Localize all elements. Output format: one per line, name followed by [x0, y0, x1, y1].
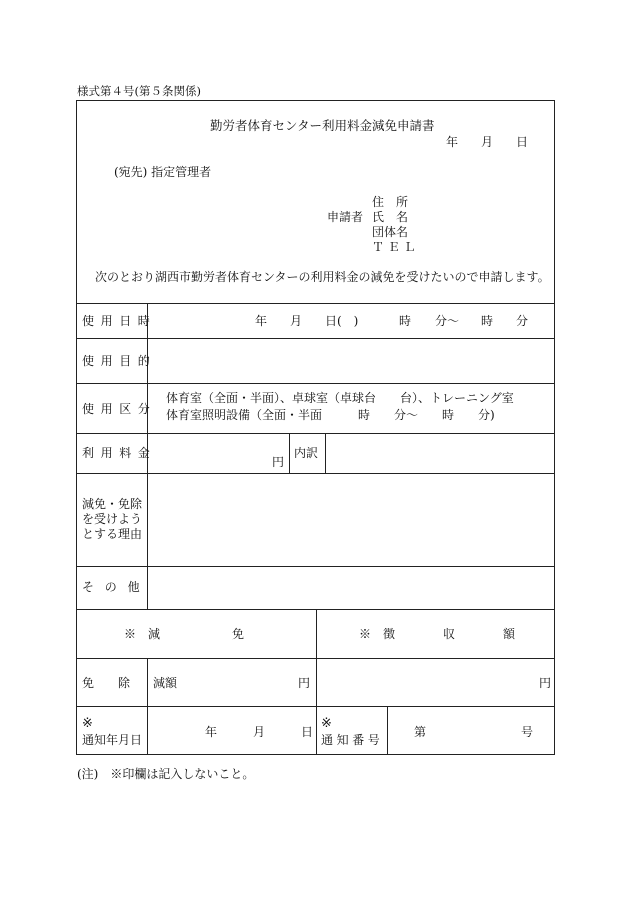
reduction-header: ※ 減 免 [124, 627, 245, 641]
notice-number-mark: ※ [321, 716, 332, 731]
applicant-tel-label[interactable]: Ｔ Ｅ Ｌ [372, 240, 416, 254]
usage-hour-end[interactable]: 時 [481, 314, 494, 328]
reduced-amount-label: 減額 [153, 676, 178, 690]
notice-date-mark: ※ [82, 716, 93, 731]
usage-minute-start[interactable]: 分～ [435, 314, 460, 328]
purpose-field[interactable] [148, 339, 554, 383]
other-field[interactable] [148, 567, 554, 609]
reason-label-line: を受けよう [82, 512, 143, 526]
category-option-line-2[interactable]: 体育室照明設備（全面・半面 時 分～ 時 分) [166, 408, 495, 422]
notice-date-month: 月 [253, 725, 266, 739]
usage-hour-start[interactable]: 時 [399, 314, 412, 328]
fee-breakdown-divider [289, 433, 290, 473]
notice-number-prefix: 第 [414, 725, 427, 739]
breakdown-field[interactable] [326, 434, 554, 473]
applicant-label: 申請者 [327, 210, 364, 224]
other-label: その他 [82, 580, 151, 594]
fee-label: 利用料金 [82, 446, 157, 460]
purpose-label: 使用目的 [82, 354, 157, 368]
footnote: (注) ※印欄は記入しないこと。 [77, 767, 255, 781]
notice-number-suffix: 号 [521, 725, 534, 739]
notice-number-label: 通知番号 [321, 733, 384, 747]
reason-label-line: 減免・免除 [82, 497, 143, 511]
reason-label-line: とする理由 [82, 527, 143, 541]
reason-field[interactable] [148, 474, 554, 566]
date-year: 年 [446, 135, 459, 149]
usage-month[interactable]: 月 [290, 314, 303, 328]
notice-date-year: 年 [205, 725, 218, 739]
date-month: 月 [481, 135, 494, 149]
exemption-label-divider [147, 658, 148, 755]
form-title: 勤労者体育センター利用料金減免申請書 [210, 118, 435, 133]
usage-year[interactable]: 年 [255, 314, 268, 328]
exemption-label: 免 除 [82, 676, 131, 690]
addressee: (宛先) 指定管理者 [114, 165, 212, 179]
statement: 次のとおり湖西市勤労者体育センターの利用料金の減免を受けたいので申請します。 [95, 270, 550, 284]
collection-yen: 円 [539, 676, 552, 690]
office-center-divider [316, 609, 317, 755]
reduced-amount-yen: 円 [298, 676, 311, 690]
usage-day[interactable]: 日( ) [325, 314, 359, 328]
usage-datetime-label: 使用日時 [82, 314, 157, 328]
notice-date-label: 通知年月日 [82, 733, 143, 747]
breakdown-label: 内訳 [294, 446, 319, 460]
category-option-line-1[interactable]: 体育室（全面・半面）、卓球室（卓球台 台）、トレーニング室 [166, 391, 514, 405]
form-number: 様式第４号(第５条関係) [77, 84, 201, 98]
applicant-address-label[interactable]: 住 所 [372, 195, 409, 209]
applicant-group-label[interactable]: 団体名 [372, 225, 409, 239]
date-day: 日 [516, 135, 529, 149]
collection-header: ※ 徴 収 額 [359, 627, 516, 641]
notice-number-divider [387, 706, 388, 755]
category-label: 使用区分 [82, 402, 157, 416]
usage-minute-end[interactable]: 分 [516, 314, 529, 328]
notice-date-day: 日 [301, 725, 314, 739]
fee-yen: 円 [272, 455, 285, 469]
applicant-name-label[interactable]: 氏 名 [372, 210, 409, 224]
